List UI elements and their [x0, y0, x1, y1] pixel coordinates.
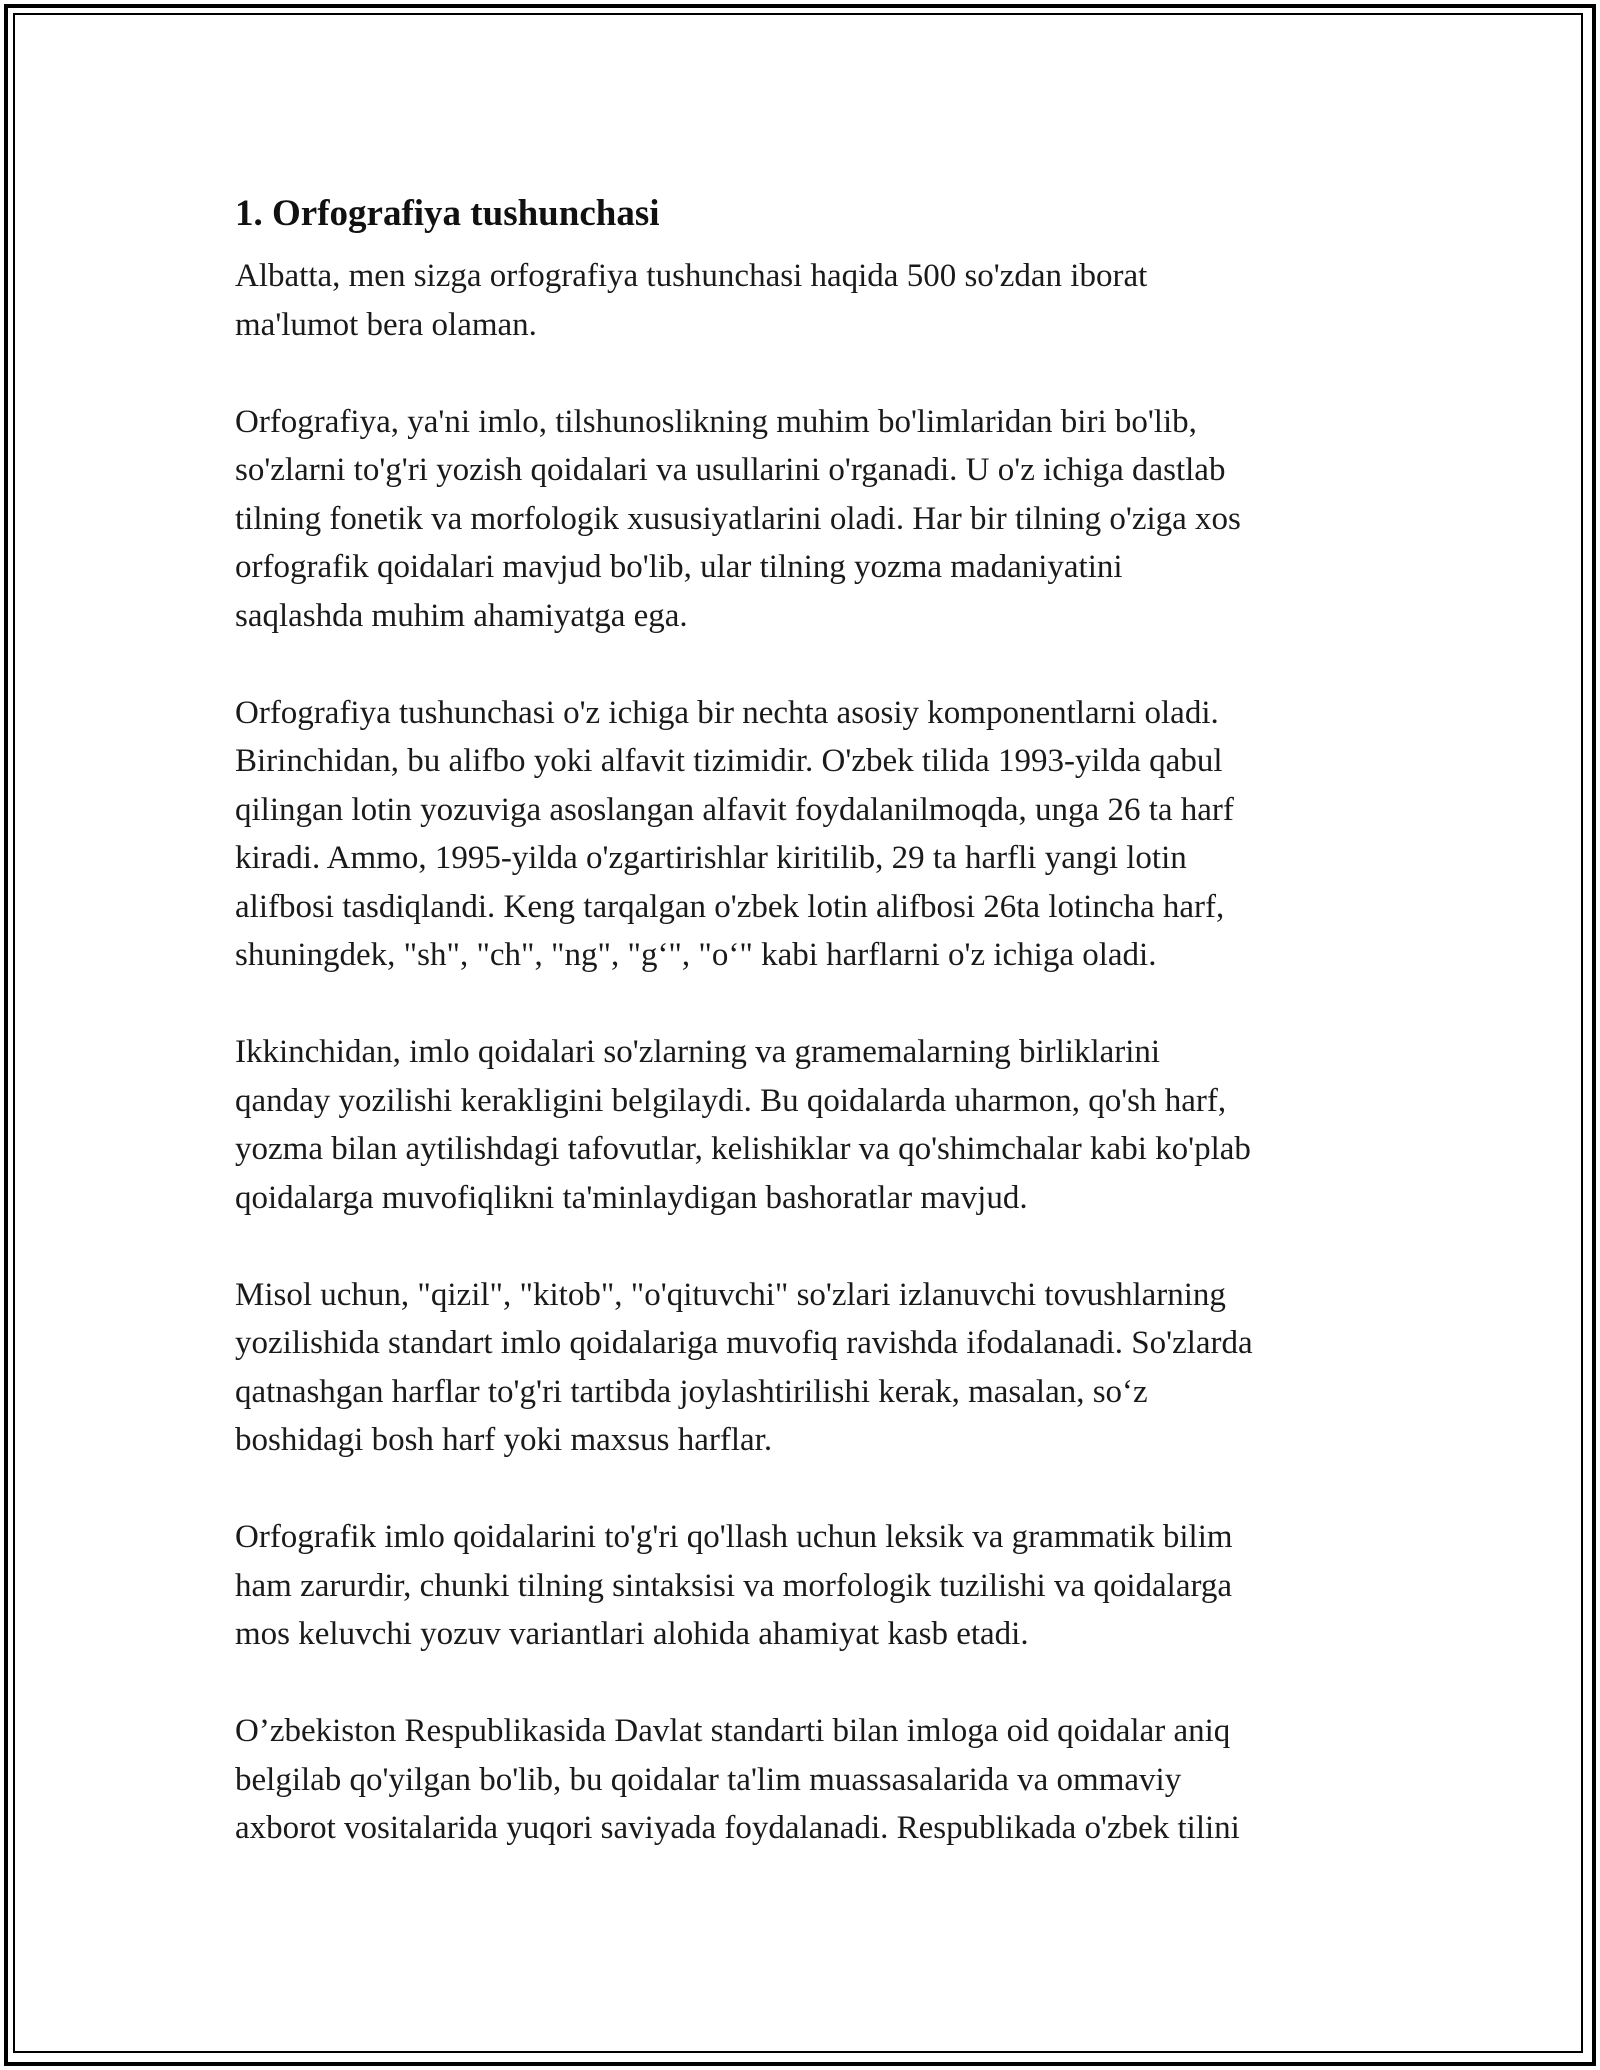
text-line: alifbosi tasdiqlandi. Keng tarqalgan o'zbek lotin alifbosi 26ta lotincha harf, — [235, 888, 1225, 925]
section-heading: 1. Orfografiya tushunchasi — [235, 193, 660, 234]
text-line: mos keluvchi yozuv variantlari alohida ahamiyat kasb etadi. — [235, 1616, 1029, 1652]
text-line: Birinchidan, bu alifbo yoki alfavit tizimidir. O'zbek tilida 1993-yilda qabul — [235, 743, 1223, 779]
paragraph-alphabet — [235, 689, 1380, 980]
text-line: qilingan lotin yozuviga asoslangan alfavit foydalanilmoqda, unga 26 ta harf — [235, 791, 1234, 828]
text-line: Orfografiya, ya'ni imlo, tilshunoslikning muhim bo'limlaridan biri bo'lib, — [235, 403, 1197, 440]
text-line: yozilishida standart imlo qoidalariga muvofiq ravishda ifodalanadi. So'zlarda — [235, 1325, 1253, 1361]
text-line: Misol uchun, "qizil", "kitob", "o'qituvchi" so'zlari izlanuvchi tovushlarning — [235, 1276, 1226, 1313]
text-line: qatnashgan harflar to'g'ri tartibda joylashtirilishi kerak, masalan, so‘z — [235, 1373, 1148, 1410]
text-line: qanday yozilishi kerakligini belgilaydi. Bu qoidalarda uharmon, qo'sh harf, — [235, 1082, 1227, 1119]
paragraph-definition — [235, 398, 1380, 641]
text-line: qoidalarga muvofiqlikni ta'minlaydigan bashoratlar mavjud. — [235, 1179, 1028, 1216]
text-line: shuningdek, "sh", "ch", "ng", "g‘", "o‘" kabi harflarni o'z ichiga oladi. — [235, 937, 1157, 973]
paragraph-examples — [235, 1271, 1380, 1465]
text-line: Orfografiya tushunchasi o'z ichiga bir nechta asosiy komponentlarni oladi. — [235, 694, 1219, 731]
text-line: ham zarurdir, chunki tilning sintaksisi va morfologik tuzilishi va qoidalarga — [235, 1567, 1233, 1604]
text-line: ma'lumot bera olaman. — [235, 306, 537, 343]
text-line: yozma bilan aytilishdagi tafovutlar, kelishiklar va qo'shimchalar kabi ko'plab — [235, 1131, 1251, 1167]
text-line: Ikkinchidan, imlo qoidalari so'zlarning va gramemalarning birliklarini — [235, 1034, 1161, 1070]
text-line: kiradi. Ammo, 1995-yilda o'zgartirishlar kiritilib, 29 ta harfli yangi lotin — [235, 840, 1187, 876]
text-line: boshidagi bosh harf yoki maxsus harflar. — [235, 1422, 773, 1458]
paragraph-intro — [235, 252, 1380, 349]
text-line: saqlashda muhim ahamiyatga ega. — [235, 597, 688, 634]
text-line: Albatta, men sizga orfografiya tushunchasi haqida 500 so'zdan iborat — [235, 258, 1148, 294]
text-line: Orfografik imlo qoidalarini to'g'ri qo'llash uchun leksik va grammatik bilim — [235, 1519, 1233, 1555]
text-line: O’zbekiston Respublikasida Davlat standarti bilan imloga oid qoidalar aniq — [235, 1713, 1231, 1749]
text-line: axborot vositalarida yuqori saviyada foydalanadi. Respublikada o'zbek tilini — [235, 1810, 1240, 1846]
text-line: tilning fonetik va morfologik xususiyatlarini oladi. Har bir tilning o'ziga xos — [235, 500, 1241, 537]
paragraph-rules — [235, 1028, 1380, 1222]
text-line: belgilab qo'yilgan bo'lib, bu qoidalar ta'lim muassasalarida va ommaviy — [235, 1761, 1182, 1798]
paragraph-grammar — [235, 1513, 1380, 1659]
text-line: so'zlarni to'g'ri yozish qoidalari va usullarini o'rganadi. U o'z ichiga dastlab — [235, 452, 1226, 488]
paragraph-standard — [235, 1707, 1380, 1853]
text-line: orfografik qoidalari mavjud bo'lib, ular tilning yozma madaniyatini — [235, 549, 1123, 585]
document-body — [235, 188, 1380, 1901]
